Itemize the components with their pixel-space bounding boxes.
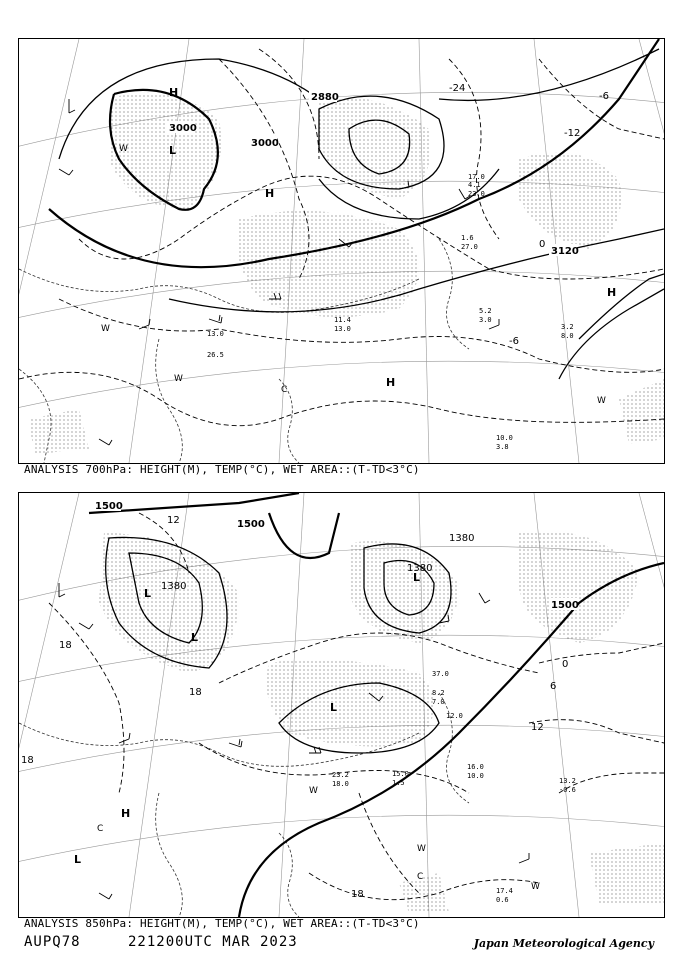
warm-center-label: W [119,144,128,154]
contour-label: 1500 [237,519,265,530]
map-700hpa-svg [19,39,664,463]
low-center-label: L [74,853,82,866]
contour-label: -24 [449,83,466,94]
warm-center-label: W [101,324,110,334]
contour-label: 18 [351,889,364,900]
contour-label: 12 [531,722,544,733]
contour-label: 1380 [161,581,187,592]
contour-label: 6 [550,681,557,692]
chart-caption-700hpa: ANALYSIS 700hPa: HEIGHT(M), TEMP(°C), WET AREA::(T-TD<3°C) [24,463,420,476]
high-center-label: H [265,187,275,200]
station-value: 13.0 [334,325,351,333]
contour-label: 18 [189,687,202,698]
low-center-label: L [330,701,338,714]
station-value: 15.0 [392,770,409,778]
warm-center-label: W [309,786,318,796]
low-center-label: L [169,144,177,157]
contour-label: 12 [167,515,180,526]
contour-label: -6 [599,91,609,102]
station-value: 7.0 [432,698,445,706]
station-value: 12.0 [446,712,463,720]
station-value: 23.0 [468,190,485,198]
station-value: 16.0 [467,763,484,771]
warm-center-label: W [531,882,540,892]
station-value: 8.2 [432,689,445,697]
contour-label: 3000 [169,123,197,134]
station-value: 5.2 [479,307,492,315]
agency-credit: Japan Meteorological Agency [473,937,654,950]
contour-label: -6 [509,336,519,347]
contour-label: 1380 [449,533,475,544]
contour-label: 18 [21,755,34,766]
valid-time: 221200UTC MAR 2023 [128,934,298,950]
contour-label: -12 [564,128,581,139]
contour-label: 2880 [311,92,339,103]
station-value: 3.2 [561,323,574,331]
low-center-label: L [413,571,421,584]
cold-center-label: C [281,385,288,395]
cold-center-label: C [417,872,424,882]
contour-label: 18 [59,640,72,651]
station-value: 17.4 [496,887,513,895]
cold-center-label: C [97,824,104,834]
station-value: 3.0 [479,316,492,324]
station-value: 26.5 [207,351,224,359]
contour-label: 1500 [551,600,579,611]
station-value: 11.4 [334,316,351,324]
station-value: 23.2 [332,771,349,779]
contour-label: 1380 [407,563,433,574]
station-value: 13.2 [559,777,576,785]
station-value: 10.0 [467,772,484,780]
contour-label: 0 [539,239,546,250]
station-value: 10.0 [496,434,513,442]
station-value: 1.6 [461,234,474,242]
high-center-label: H [121,807,131,820]
station-value: 18.0 [332,780,349,788]
map-panel-700hpa [18,38,665,464]
high-center-label: H [386,376,396,389]
station-value: 27.0 [461,243,478,251]
low-center-label: L [144,587,152,600]
station-value: 17.0 [468,173,485,181]
high-center-label: H [607,286,617,299]
station-value: 37.0 [432,670,449,678]
warm-center-label: W [597,396,606,406]
contour-label: 0 [562,659,569,670]
chart-caption-850hpa: ANALYSIS 850hPa: HEIGHT(M), TEMP(°C), WET AREA::(T-TD<3°C) [24,917,420,930]
chart-code: AUPQ78 [24,934,81,950]
contour-label: 3120 [551,246,579,257]
station-value: 4.1 [468,181,481,189]
station-value: 3.8 [496,443,509,451]
contour-label: 3000 [251,138,279,149]
station-value: 8.0 [561,332,574,340]
station-value: 1.5 [392,779,405,787]
warm-center-label: W [174,374,183,384]
map-panel-850hpa [18,492,665,918]
low-center-label: L [191,631,199,644]
warm-center-label: W [417,844,426,854]
contour-label: 1500 [95,501,123,512]
station-value: 13.0 [207,330,224,338]
station-value: -0.6 [559,786,576,794]
station-value: 0.6 [496,896,509,904]
high-center-label: H [169,86,179,99]
map-850hpa-svg [19,493,664,917]
